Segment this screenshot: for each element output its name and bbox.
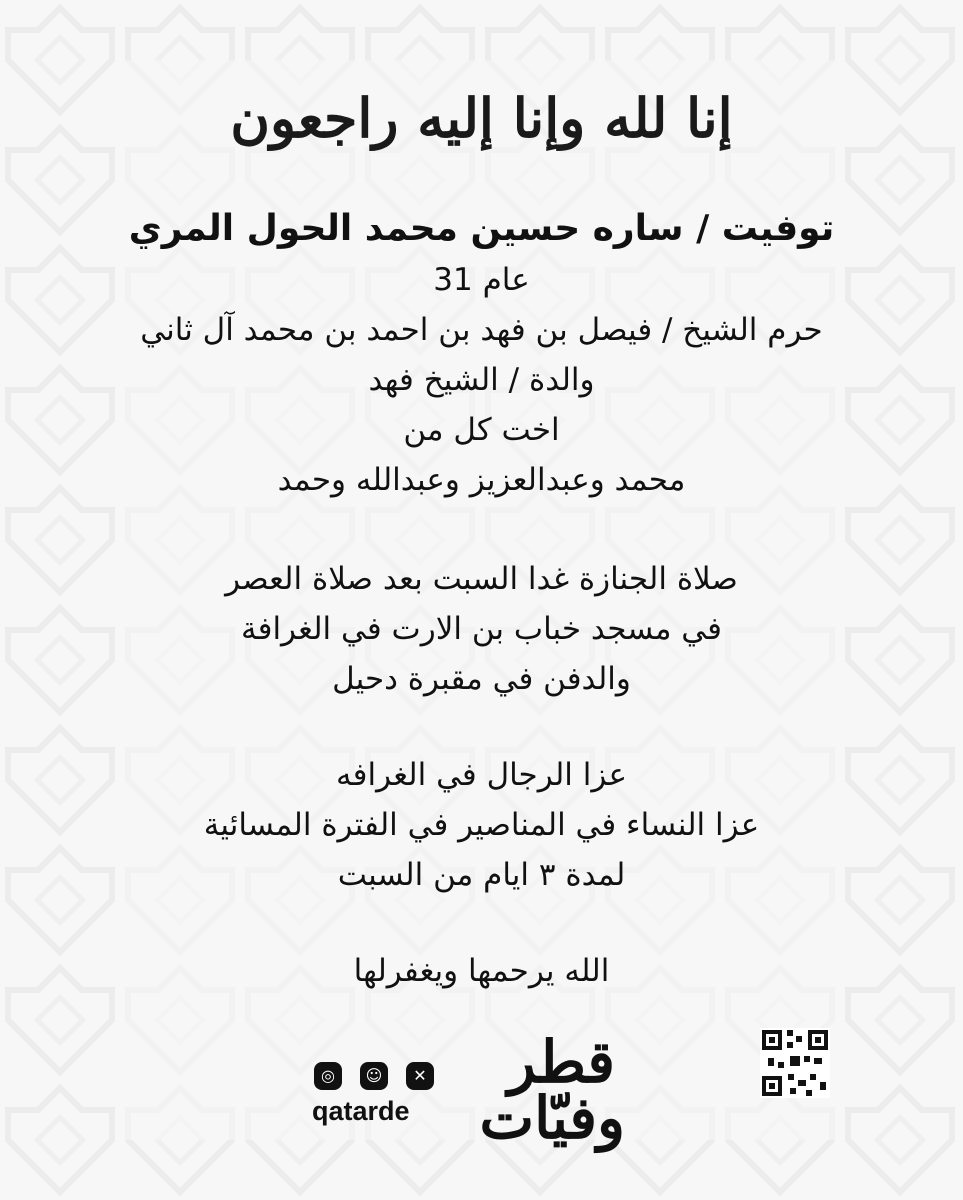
condolence-women: عزا النساء في المناصير في الفترة المسائية	[203, 807, 760, 843]
funeral-prayer-time: صلاة الجنازة غدا السبت بعد صلاة العصر	[225, 561, 738, 597]
instagram-icon[interactable]: ◎	[314, 1062, 342, 1090]
qr-code-icon[interactable]	[760, 1028, 830, 1098]
relation-sister-label: اخت كل من	[403, 412, 560, 448]
burial-location: والدفن في مقبرة دحيل	[332, 661, 631, 697]
deceased-age: عام 31	[433, 262, 530, 298]
condolence-men: عزا الرجال في الغرافه	[336, 757, 627, 793]
x-icon[interactable]: ✕	[406, 1062, 434, 1090]
funeral-prayer-mosque: في مسجد خباب بن الارت في الغرافة	[241, 611, 722, 647]
brand-logo-bottom: وفيّات	[479, 1084, 625, 1152]
social-links	[312, 1062, 442, 1132]
closing-prayer: الله يرحمها ويغفرلها	[353, 953, 610, 989]
brand-logo	[455, 1030, 625, 1170]
deceased-title: توفيت / ساره حسين محمد الحول المري	[128, 208, 835, 249]
condolence-duration: لمدة ٣ ايام من السبت	[337, 857, 626, 893]
relation-spouse: حرم الشيخ / فيصل بن فهد بن احمد بن محمد آل ثاني	[140, 312, 823, 348]
brand-logo-top: قطر	[507, 1028, 615, 1096]
social-handle[interactable]: qatarde	[312, 1096, 410, 1126]
relation-siblings: محمد وعبدالعزيز وعبدالله وحمد	[277, 462, 686, 498]
calligraphy-inna-lillah: إنا لله وإنا إليه راجعون	[230, 86, 733, 150]
relation-mother: والدة / الشيخ فهد	[368, 362, 595, 398]
snapchat-icon[interactable]: ☺	[360, 1062, 388, 1090]
